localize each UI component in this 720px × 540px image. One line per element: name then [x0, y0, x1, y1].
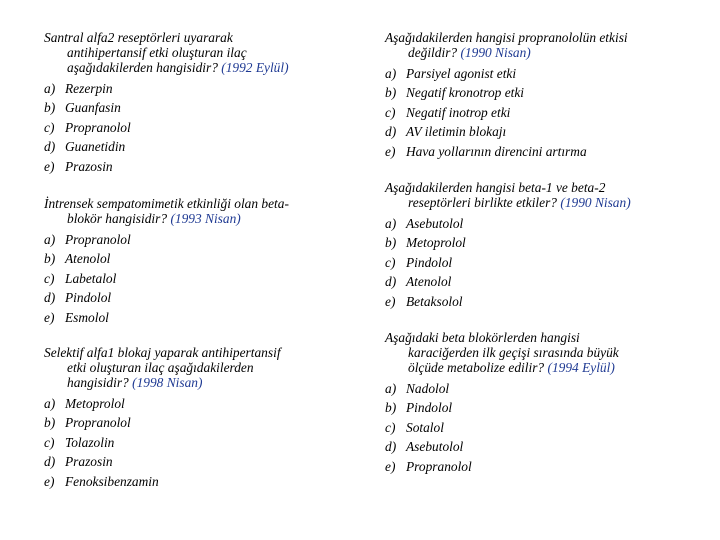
option-b: b) Atenolol	[44, 251, 111, 267]
option-c: c) Sotalol	[385, 419, 444, 435]
option-c: c) Pindolol	[385, 254, 453, 270]
question-stem	[385, 330, 685, 375]
option-a: a) Rezerpin	[44, 81, 113, 96]
option-d: d) AV iletimin blokajı	[385, 124, 507, 140]
option-list	[44, 394, 364, 491]
option-c: c) Tolazolin	[44, 434, 115, 450]
question-stem	[44, 196, 364, 226]
question-stem	[385, 180, 685, 210]
question-5	[385, 180, 685, 311]
question-source: (1990 Nisan)	[560, 195, 631, 210]
option-b: b) Metoprolol	[385, 235, 466, 251]
stem-line: Aşağıdaki beta blokörlerden hangisi	[385, 330, 580, 345]
question-1	[44, 30, 364, 176]
stem-line: blokör hangisidir? (1993 Nisan)	[67, 211, 241, 226]
question-source: (1998 Nisan)	[132, 375, 203, 390]
option-a: a) Parsiyel agonist etki	[385, 66, 517, 81]
question-stem	[44, 345, 364, 390]
option-e: e) Prazosin	[44, 158, 113, 174]
stem-line: etki oluşturan ilaç aşağıdakilerden	[67, 360, 254, 375]
stem-line: aşağıdakilerden hangisidir? (1992 Eylül)	[67, 60, 289, 75]
stem-line: antihipertansif etki oluşturan ilaç	[67, 45, 247, 60]
option-d: d) Asebutolol	[385, 439, 464, 455]
option-list	[44, 230, 364, 327]
option-a: a) Asebutolol	[385, 216, 464, 231]
option-list	[44, 79, 364, 176]
option-list	[385, 379, 685, 476]
option-c: c) Labetalol	[44, 270, 117, 286]
option-d: d) Atenolol	[385, 274, 452, 290]
option-list	[385, 214, 685, 311]
question-3	[44, 345, 364, 491]
question-stem	[44, 30, 364, 75]
option-e: e) Propranolol	[385, 458, 472, 474]
stem-line: Aşağıdakilerden hangisi propranololün etkisi	[385, 30, 628, 45]
option-e: e) Esmolol	[44, 309, 109, 325]
option-b: b) Guanfasin	[44, 100, 121, 116]
question-source: (1990 Nisan)	[460, 45, 531, 60]
question-stem	[385, 30, 685, 60]
option-e: e) Hava yollarının direncini artırma	[385, 143, 587, 159]
stem-line: karaciğerden ilk geçişi sırasında büyük	[408, 345, 619, 360]
option-a: a) Metoprolol	[44, 396, 125, 411]
option-e: e) Fenoksibenzamin	[44, 473, 159, 489]
option-e: e) Betaksolol	[385, 293, 463, 309]
option-list	[385, 64, 685, 161]
option-d: d) Pindolol	[44, 290, 112, 306]
option-c: c) Propranolol	[44, 119, 131, 135]
stem-line: ölçüde metabolize edilir? (1994 Eylül)	[408, 360, 615, 375]
option-c: c) Negatif inotrop etki	[385, 104, 511, 120]
stem-line: Aşağıdakilerden hangisi beta-1 ve beta-2	[385, 180, 606, 195]
question-source: (1994 Eylül)	[547, 360, 615, 375]
stem-line: Selektif alfa1 blokaj yaparak antihipertansif	[44, 345, 281, 360]
stem-line: değildir? (1990 Nisan)	[408, 45, 531, 60]
question-source: (1992 Eylül)	[221, 60, 289, 75]
option-a: a) Nadolol	[385, 381, 450, 396]
option-d: d) Guanetidin	[44, 139, 126, 155]
question-4	[385, 30, 685, 161]
question-source: (1993 Nisan)	[170, 211, 241, 226]
option-d: d) Prazosin	[44, 454, 113, 470]
option-b: b) Negatif kronotrop etki	[385, 85, 525, 101]
stem-line: reseptörleri birlikte etkiler? (1990 Nisan)	[408, 195, 631, 210]
stem-line: İntrensek sempatomimetik etkinliği olan beta-	[44, 196, 289, 211]
stem-line: Santral alfa2 reseptörleri uyararak	[44, 30, 233, 45]
question-2	[44, 196, 364, 327]
option-a: a) Propranolol	[44, 232, 131, 247]
option-b: b) Pindolol	[385, 400, 453, 416]
question-6	[385, 330, 685, 476]
stem-line: hangisidir? (1998 Nisan)	[67, 375, 203, 390]
option-b: b) Propranolol	[44, 415, 131, 431]
